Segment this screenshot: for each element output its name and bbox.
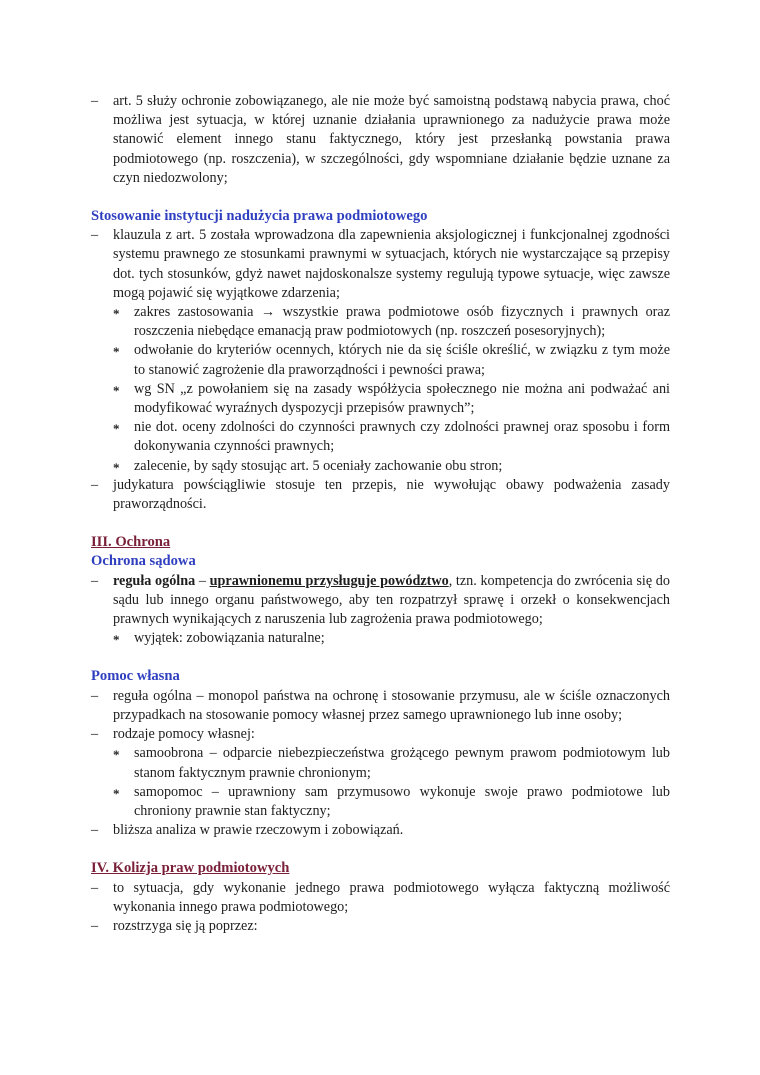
subsection-heading-ochrona-sadowa: Ochrona sądowa: [91, 553, 196, 570]
sub-item-text: samopomoc – uprawniony sam przymusowo wykonuje swoje prawo podmiotowe lub chroniony prawnie stan faktyczny;: [134, 783, 670, 819]
bold-term: reguła ogólna: [113, 572, 196, 589]
dash-bullet: –: [91, 687, 99, 704]
list-item: [91, 725, 670, 744]
dash-bullet: –: [91, 879, 99, 896]
list-item: [91, 879, 670, 917]
star-bullet: *: [113, 747, 120, 763]
dash-bullet: –: [91, 572, 99, 589]
list-item: [91, 92, 670, 188]
star-bullet: *: [113, 344, 120, 360]
list-item: [91, 687, 670, 725]
sub-list-item: [91, 629, 670, 648]
dash-bullet: –: [91, 822, 99, 839]
section-heading-kolizja: IV. Kolizja praw podmiotowych: [91, 860, 290, 877]
sub-list-item: [91, 457, 670, 476]
paragraph-text: rodzaje pomocy własnej:: [113, 726, 255, 743]
document-content: [91, 92, 670, 936]
paragraph-text: [113, 572, 670, 630]
paragraph-text: klauzula z art. 5 została wprowadzona dla zapewnienia aksjologicznej i funkcjonalnej zgodności systemu prawnego ze stosunkami prawnymi w sytuacjach, których nie wystarczające są przepisy dot. tych stosunków, gdyż nawet najdoskonalsze systemy regulują typowe sytuacje, więc zawsze mogą pojawić się wyjątkowe zdarzenia;: [113, 227, 670, 301]
sub-item-text: wg SN „z powołaniem się na zasady współżycia społecznego nie można ani podważać ani modyfikować wyraźnych dyspozycji przepisów prawnych”;: [134, 380, 670, 417]
list-item: [91, 226, 670, 303]
star-bullet: *: [113, 459, 120, 475]
star-bullet: *: [113, 382, 120, 398]
paragraph-text: bliższa analiza w prawie rzeczowym i zobowiązań.: [113, 822, 404, 839]
spacer: [91, 648, 670, 667]
sub-list-item: [91, 341, 670, 379]
rule-rest-text: , tzn. kompetencja do zwrócenia się do sądu lub innego organu państwowego, aby ten rozpatrzył sprawę i orzekł o konsekwencjach prawnych wynikających z naruszenia lub zagrożenia prawa podmiotowego;: [113, 572, 670, 628]
list-item: [91, 476, 670, 514]
list-item: [91, 572, 670, 630]
dash-separator: –: [195, 572, 210, 589]
paragraph-text: reguła ogólna – monopol państwa na ochronę i stosowanie przymusu, ale w ściśle oznaczonych przypadkach na stosowanie pomocy własnej przez samego uprawnionego lub inne osoby;: [113, 687, 670, 723]
spacer: [91, 514, 670, 533]
dash-bullet: –: [91, 917, 99, 934]
sub-item-text: wyjątek: zobowiązania naturalne;: [134, 630, 325, 647]
sub-item-text: samoobrona – odparcie niebezpieczeństwa grożącego pewnym prawom podmiotowym lub stanom faktycznym prawnie chronionym;: [134, 745, 670, 781]
sub-item-text: odwołanie do kryteriów ocennych, których nie da się ściśle określić, w związku z tym może to stanowić zagrożenie dla praworządności i pewności prawa;: [134, 342, 670, 378]
star-bullet: *: [113, 632, 120, 648]
sub-item-text: zakres zastosowania → wszystkie prawa podmiotowe osób fizycznych i prawnych oraz roszczenia niebędące emanacją praw podmiotowych (np. roszczeń posesoryjnych);: [134, 304, 670, 340]
star-bullet: *: [113, 306, 120, 322]
spacer: [91, 840, 670, 859]
dash-bullet: –: [91, 93, 99, 109]
dash-bullet: –: [91, 227, 99, 244]
list-item: [91, 917, 670, 936]
paragraph-text: judykatura powściągliwie stosuje ten przepis, nie wywołując obawy podważenia zasady praworządności.: [113, 476, 670, 513]
sub-item-text: zalecenie, by sądy stosując art. 5 oceniały zachowanie obu stron;: [134, 457, 503, 474]
sub-list-item: [91, 418, 670, 456]
section-heading-stosowanie: Stosowanie instytucji nadużycia prawa podmiotowego: [91, 208, 428, 225]
dash-bullet: –: [91, 726, 99, 743]
list-item: [91, 821, 670, 840]
paragraph-text: art. 5 służy ochronie zobowiązanego, ale nie może być samoistną podstawą nabycia prawa, choć możliwa jest sytuacja, w której uznanie działania uprawnionego za nadużycie prawa może stanowić element innego stanu faktycznego, który jest przesłanką powstania prawa podmiotowego (np. roszczenia), w szczególności, gdy wspomniane działanie będzie uznane za czyn niedozwolony;: [113, 93, 670, 186]
dash-bullet: –: [91, 476, 99, 493]
sub-list-item: [91, 783, 670, 821]
star-bullet: *: [113, 421, 120, 437]
paragraph-text: rozstrzyga się ją poprzez:: [113, 917, 258, 934]
sub-item-text: nie dot. oceny zdolności do czynności prawnych czy zdolności prawnej oraz sposobu i form dokonywania czynności prawnych;: [134, 419, 670, 455]
sub-list-item: [91, 380, 670, 418]
underlined-term: uprawnionemu przysługuje powództwo: [209, 572, 449, 589]
section-heading-ochrona: III. Ochrona: [91, 534, 171, 551]
spacer: [91, 188, 670, 207]
star-bullet: *: [113, 785, 120, 801]
sub-list-item: [91, 744, 670, 782]
section-heading-pomoc: Pomoc własna: [91, 668, 180, 685]
sub-list-item: [91, 303, 670, 341]
paragraph-text: to sytuacja, gdy wykonanie jednego prawa podmiotowego wyłącza faktyczną możliwość wykonania innego prawa podmiotowego;: [113, 879, 670, 915]
